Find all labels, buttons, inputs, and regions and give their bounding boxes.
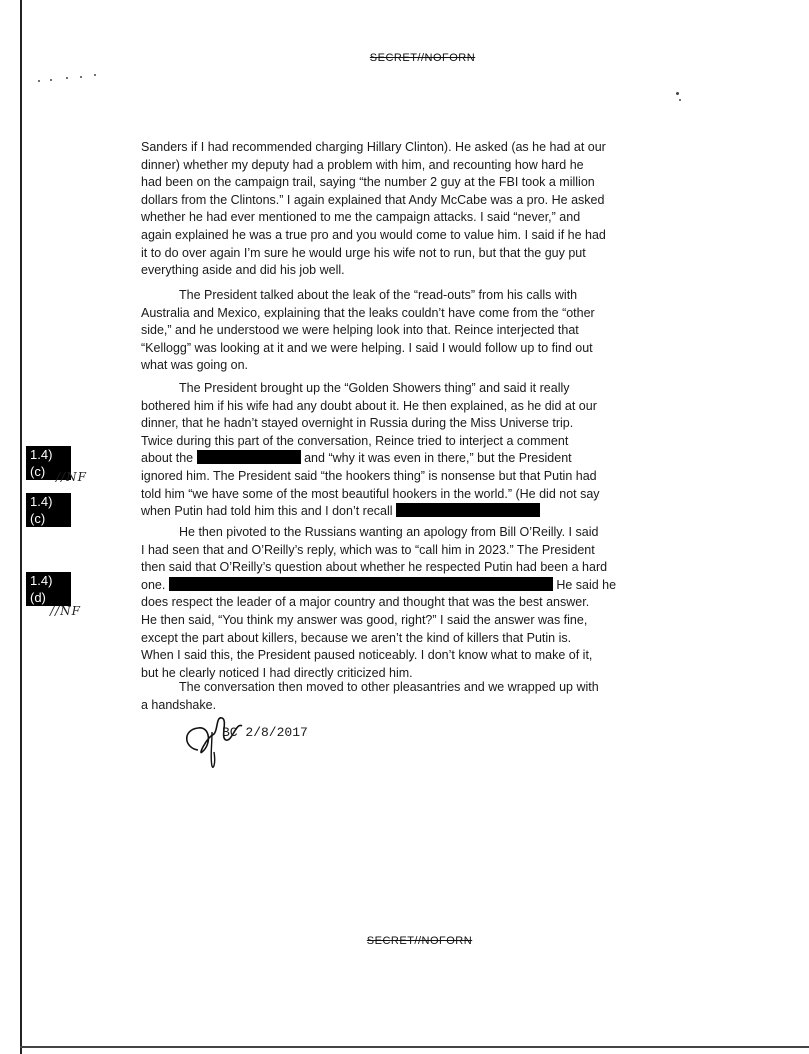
- text-line: “Kellogg” was looking at it and we were helping. I said I would follow up to find out: [141, 340, 593, 355]
- text-line: dinner) whether my deputy had a problem with him, and recounting how hard he: [141, 157, 584, 172]
- text-line: except the part about killers, because we aren’t the kind of killers that Putin is.: [141, 630, 572, 645]
- scan-speck: [94, 74, 96, 76]
- paragraph-4: [141, 524, 639, 682]
- text-segment: about the: [141, 451, 194, 466]
- exemption-tag: 1.4)(d): [26, 572, 71, 606]
- text-segment: He said he: [556, 577, 617, 592]
- text-line: everything aside and did his job well.: [141, 263, 345, 278]
- text-line: The conversation then moved to other pleasantries and we wrapped up with: [179, 680, 599, 694]
- text-line: bothered him if his wife had any doubt about it. He then explained, as he did at our: [141, 398, 597, 413]
- handwritten-mark: //NF: [50, 604, 81, 618]
- text-line: then said that O’Reilly’s question about whether he respected Putin had been a hard: [141, 560, 608, 575]
- text-line: Sanders if I had recommended charging Hillary Clinton). He asked (as he had at our: [141, 140, 606, 154]
- classification-marking-top: SECRET//NOFORN: [369, 52, 476, 64]
- exemption-tag: 1.4)(c): [26, 493, 71, 527]
- paragraph-2: [141, 287, 639, 375]
- text-line: Australia and Mexico, explaining that the leaks couldn’t have come from the “other: [141, 305, 595, 320]
- text-line: whether he had ever mentioned to me the campaign attacks. I said “never,” and: [141, 210, 581, 225]
- text-line: The President brought up the “Golden Showers thing” and said it really: [179, 381, 570, 395]
- scan-speck: [676, 92, 679, 95]
- redaction-block: [169, 577, 553, 591]
- text-line: ignored him. The President said “the hookers thing” is nonsense but that Putin had: [141, 468, 597, 483]
- scan-speck: [679, 99, 681, 101]
- handwritten-mark: //NF: [56, 470, 87, 484]
- paragraph-1: [141, 139, 639, 280]
- text-line: I had seen that and O’Reilly’s reply, which was to “call him in 2023.” The President: [141, 542, 595, 557]
- text-line: He then pivoted to the Russians wanting an apology from Bill O’Reilly. I said: [179, 525, 599, 539]
- text-line: had been on the campaign trail, saying “the number 2 guy at the FBI took a million: [141, 175, 595, 190]
- scan-speck: [66, 77, 68, 79]
- text-segment: and “why it was even in there,” but the President: [304, 451, 572, 466]
- text-line: [141, 503, 639, 521]
- text-line: it to do over again I’m sure he would urge his wife not to run, but that the guy put: [141, 245, 586, 260]
- text-line: but he clearly noticed I had directly criticized him.: [141, 665, 413, 680]
- paragraph-3: [141, 380, 639, 521]
- exemption-tag: 1.4)(c): [26, 446, 71, 480]
- scan-bottom-edge: [20, 1046, 809, 1048]
- text-segment: when Putin had told him this and I don’t recall: [141, 504, 393, 519]
- text-line: The President talked about the leak of the “read-outs” from his calls with: [179, 288, 578, 302]
- text-line: what was going on.: [141, 358, 249, 373]
- text-line: does respect the leader of a major country and thought that was the best answer.: [141, 595, 590, 610]
- scan-speck: [50, 79, 52, 81]
- text-line: Twice during this part of the conversation, Reince tried to interject a comment: [141, 433, 569, 448]
- text-line: dollars from the Clintons.” I again explained that Andy McCabe was a pro. He asked: [141, 192, 605, 207]
- scan-left-edge: [20, 0, 22, 1054]
- scan-speck: [80, 76, 82, 78]
- redaction-block: [396, 503, 540, 517]
- text-segment: one.: [141, 577, 166, 592]
- text-line: told him “we have some of the most beautiful hookers in the world.” (He did not say: [141, 486, 600, 501]
- text-line: When I said this, the President paused noticeably. I don’t know what to make of it,: [141, 648, 593, 663]
- scan-speck: [38, 80, 40, 82]
- classification-marking-bottom: SECRET//NOFORN: [366, 935, 473, 947]
- text-line: side,” and he understood we were helping look into that. Reince interjected that: [141, 323, 579, 338]
- text-line: He then said, “You think my answer was good, right?” I said the answer was fine,: [141, 612, 588, 627]
- text-line: [141, 577, 639, 595]
- signature-date: BC 2/8/2017: [222, 725, 308, 740]
- text-line: [141, 450, 639, 468]
- text-line: dinner, that he hadn’t stayed overnight in Russia during the Miss Universe trip.: [141, 416, 574, 431]
- text-line: again explained he was a true pro and you would come to value him. I said if he had: [141, 227, 606, 242]
- redaction-block: [197, 450, 301, 464]
- text-line: a handshake.: [141, 697, 217, 712]
- handwritten-signature: [176, 708, 246, 772]
